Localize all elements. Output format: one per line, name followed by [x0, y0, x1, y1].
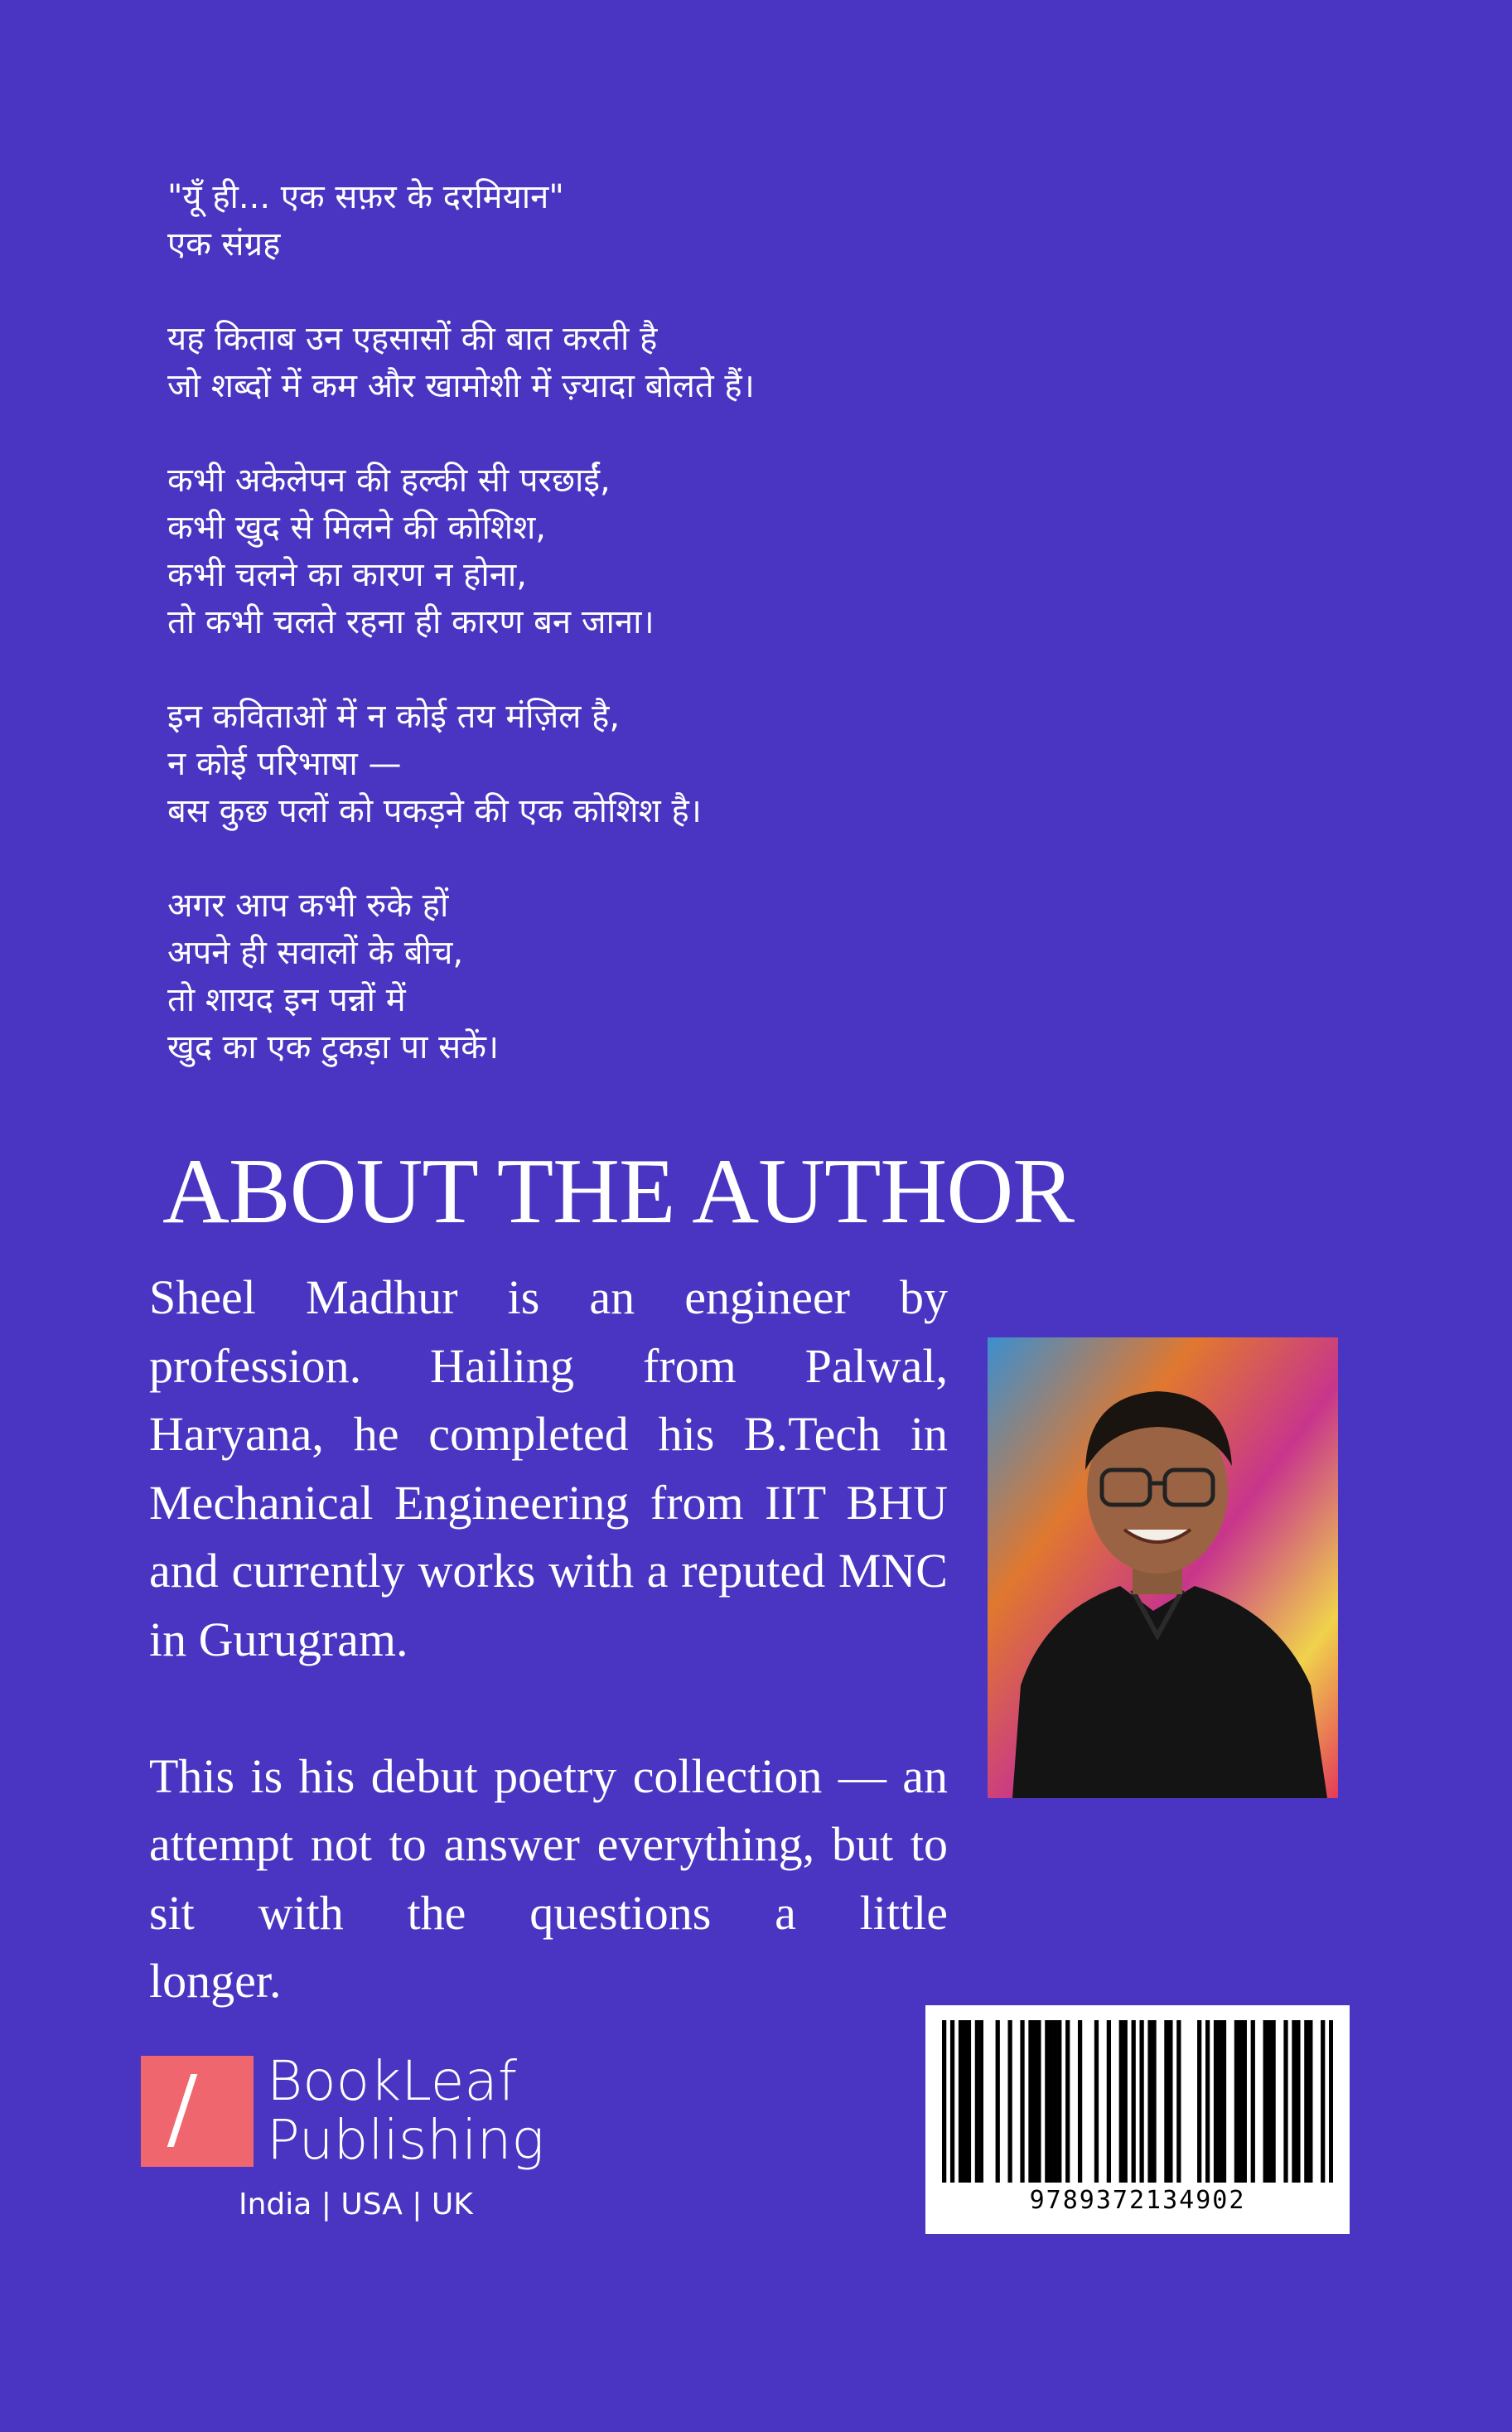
barcode-bar [1304, 2020, 1308, 2183]
barcode-bar [1263, 2020, 1268, 2183]
author-bio [149, 1264, 948, 2016]
slash-logo-icon [141, 2056, 254, 2167]
blurb-line: इन कविताओं में न कोई तय मंज़िल है, [167, 698, 621, 736]
barcode-bar [1107, 2020, 1111, 2183]
barcode-bar [1292, 2020, 1296, 2183]
blurb-line: "यूँ ही... एक सफ़र के दरमियान" [167, 178, 564, 216]
barcode-bar [1007, 2020, 1012, 2183]
barcode-bar [1321, 2020, 1325, 2183]
barcode-bar [979, 2020, 983, 2183]
barcode-bar [1268, 2020, 1272, 2183]
blurb-line: न कोई परिभाषा — [167, 745, 402, 783]
barcode-bar [1283, 2020, 1287, 2183]
barcode-bar [1020, 2020, 1024, 2183]
barcode-bar [1123, 2020, 1128, 2183]
publisher-regions: India | USA | UK [239, 2188, 473, 2222]
barcode-bar [1205, 2020, 1210, 2183]
barcode-bar [1197, 2020, 1201, 2183]
publisher-logo [141, 2049, 572, 2234]
barcode-bar [1045, 2020, 1049, 2183]
publisher-name-line2: Publishing [267, 2108, 545, 2172]
barcode-bar [1057, 2020, 1061, 2183]
barcode-bar [1147, 2020, 1152, 2183]
barcode-bar [950, 2020, 954, 2183]
blurb-stanza [167, 316, 1244, 410]
barcode-bar [1164, 2020, 1168, 2183]
barcode-bar [1065, 2020, 1070, 2183]
barcode-bar [1271, 2020, 1275, 2183]
barcode-bar [967, 2020, 971, 2183]
blurb-line: एक संग्रह [167, 225, 281, 264]
barcode-bar [1243, 2020, 1247, 2183]
barcode-bar [1139, 2020, 1143, 2183]
blurb-line: कभी अकेलेपन की हल्की सी परछाईं, [167, 462, 611, 500]
barcode-bar [1078, 2020, 1082, 2183]
blurb-line: अगर आप कभी रुके हों [167, 887, 449, 925]
blurb-line: तो शायद इन पन्नों में [167, 981, 406, 1019]
isbn-number: 9789372134902 [1029, 2186, 1246, 2215]
bio-paragraph: This is his debut poetry collection — an attempt not to answer everything, but to sit with the questions a little [149, 1748, 948, 1940]
author-photo [988, 1337, 1338, 1798]
barcode-bar [1222, 2020, 1226, 2183]
barcode-bar [1032, 2020, 1036, 2183]
barcode-bar [1168, 2020, 1172, 2183]
blurb-line: यह किताब उन एहसासों की बात करती है [167, 320, 658, 358]
barcode-bars [942, 2020, 1333, 2183]
blurb-line: तो कभी चलते रहना ही कारण बन जाना। [167, 603, 655, 641]
about-author-heading: ABOUT THE AUTHOR [162, 1140, 1074, 1243]
barcode-bar [1239, 2020, 1243, 2183]
barcode-bar [1234, 2020, 1239, 2183]
barcode-bar [996, 2020, 1000, 2183]
barcode-bar [1119, 2020, 1123, 2183]
barcode-bar [1329, 2020, 1333, 2183]
barcode-bar [1094, 2020, 1099, 2183]
bio-paragraph: Sheel Madhur is an engineer by profession. Hailing from Palwal, Haryana, he completed his B.Tech in Mechanical Engineering from IIT BHU and currently works with a reputed MNC in Gurugram. [149, 1270, 948, 1666]
book-blurb [167, 174, 1244, 1119]
bio-paragraph-end: longer. [149, 1954, 282, 2008]
author-portrait-illustration [988, 1337, 1338, 1798]
barcode-bar [1053, 2020, 1057, 2183]
barcode-bar [1028, 2020, 1032, 2183]
barcode-bar [1049, 2020, 1053, 2183]
barcode-bar [1214, 2020, 1218, 2183]
barcode-bar [1132, 2020, 1136, 2183]
blurb-line: खुद का एक टुकड़ा पा सकें। [167, 1028, 500, 1066]
barcode-bar [963, 2020, 967, 2183]
blurb-stanza [167, 882, 1244, 1071]
barcode-bar [1218, 2020, 1222, 2183]
barcode-bar [1251, 2020, 1255, 2183]
barcode-bar [1176, 2020, 1181, 2183]
barcode-bar [1308, 2020, 1312, 2183]
blurb-line: बस कुछ पलों को पकड़ने की एक कोशिश है। [167, 792, 702, 830]
publisher-name [267, 2049, 545, 2172]
blurb-stanza [167, 457, 1244, 646]
blurb-stanza [167, 694, 1244, 835]
isbn-barcode [925, 2005, 1350, 2234]
blurb-line: जो शब्दों में कम और खामोशी में ज़्यादा बोलते हैं। [167, 367, 755, 405]
barcode-bar [1152, 2020, 1156, 2183]
barcode-bar [959, 2020, 963, 2183]
blurb-line: अपने ही सवालों के बीच, [167, 934, 464, 972]
publisher-name-line1: BookLeaf [267, 2049, 518, 2113]
blurb-line: कभी चलने का कारण न होना, [167, 556, 528, 594]
barcode-bar [1036, 2020, 1041, 2183]
blurb-line: कभी खुद से मिलने की कोशिश, [167, 509, 547, 547]
barcode-bar [1296, 2020, 1300, 2183]
barcode-bar [975, 2020, 979, 2183]
blurb-stanza [167, 174, 1244, 268]
barcode-bar [942, 2020, 946, 2183]
